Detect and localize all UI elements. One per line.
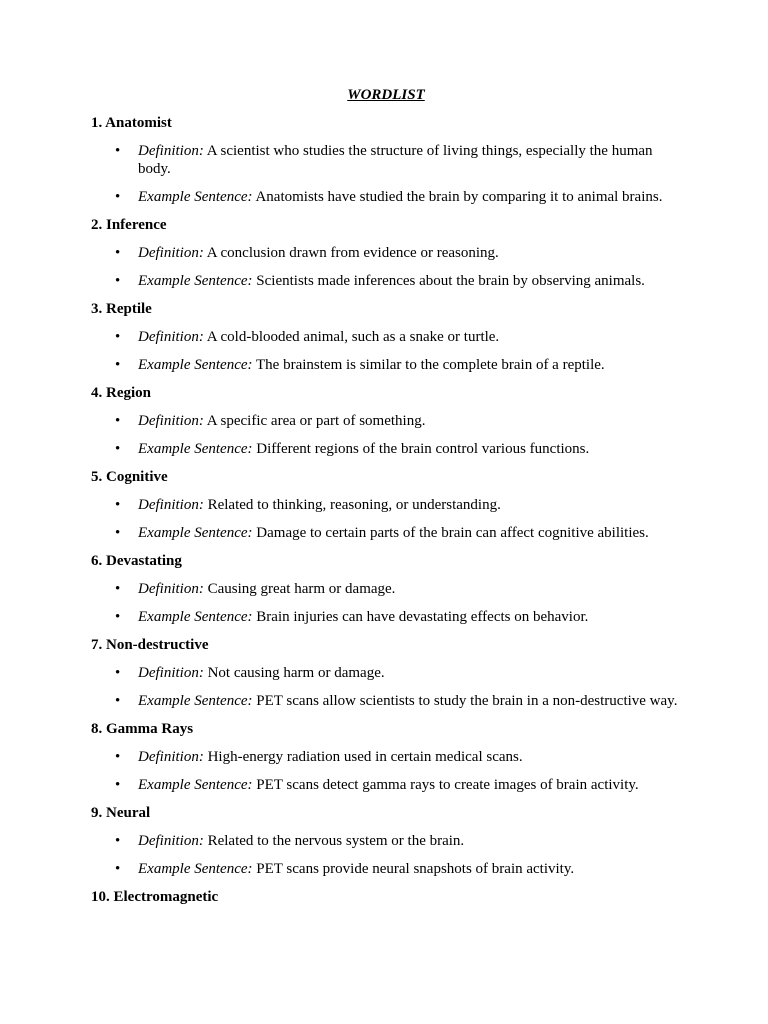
bullet-icon: • (115, 609, 121, 625)
term-details (91, 748, 681, 794)
bullet-icon: • (115, 273, 121, 289)
definition-text: High-energy radiation used in certain medical scans. (207, 749, 523, 765)
example-label: Example Sentence: (138, 189, 253, 205)
example-item (91, 608, 681, 626)
bullet-icon: • (115, 861, 121, 877)
bullet-icon: • (115, 497, 121, 513)
definition-label: Definition: (138, 833, 204, 849)
example-item (91, 524, 681, 542)
term-heading: 2. Inference (91, 217, 167, 233)
term-heading: 1. Anatomist (91, 115, 172, 131)
example-label: Example Sentence: (138, 441, 253, 457)
example-label: Example Sentence: (138, 273, 253, 289)
definition-item (91, 244, 681, 262)
example-text: Anatomists have studied the brain by comparing it to animal brains. (255, 189, 663, 205)
example-text: PET scans detect gamma rays to create images of brain activity. (256, 777, 639, 793)
definition-item (91, 328, 681, 346)
example-label: Example Sentence: (138, 777, 253, 793)
bullet-icon: • (115, 833, 121, 849)
definition-label: Definition: (138, 143, 204, 159)
term-details (91, 142, 681, 206)
definition-text: A cold-blooded animal, such as a snake or turtle. (206, 329, 500, 345)
term-heading: 5. Cognitive (91, 469, 168, 485)
document-page (91, 86, 681, 916)
wordlist-entry-anatomist (91, 114, 681, 206)
bullet-icon: • (115, 749, 121, 765)
term-heading: 9. Neural (91, 805, 151, 821)
bullet-icon: • (115, 329, 121, 345)
bullet-icon: • (115, 581, 121, 597)
definition-item (91, 142, 681, 178)
bullet-icon: • (115, 245, 121, 261)
document-title: WORDLIST (347, 87, 425, 103)
term-heading: 6. Devastating (91, 553, 182, 569)
term-details (91, 832, 681, 878)
term-heading: 10. Electromagnetic (91, 889, 219, 905)
example-item (91, 692, 681, 710)
wordlist-entry-electromagnetic (91, 888, 681, 906)
bullet-icon: • (115, 441, 121, 457)
definition-item (91, 748, 681, 766)
definition-item (91, 832, 681, 850)
example-item (91, 188, 681, 206)
definition-text: Not causing harm or damage. (207, 665, 385, 681)
definition-item (91, 664, 681, 682)
example-label: Example Sentence: (138, 609, 253, 625)
example-item (91, 440, 681, 458)
definition-text: Related to thinking, reasoning, or understanding. (207, 497, 501, 513)
example-label: Example Sentence: (138, 861, 253, 877)
example-item (91, 776, 681, 794)
example-label: Example Sentence: (138, 693, 253, 709)
definition-item (91, 580, 681, 598)
bullet-icon: • (115, 525, 121, 541)
wordlist-entry-devastating (91, 552, 681, 626)
definition-text: A specific area or part of something. (206, 413, 426, 429)
bullet-icon: • (115, 413, 121, 429)
example-text: Brain injuries can have devastating effects on behavior. (256, 609, 589, 625)
definition-text: Causing great harm or damage. (207, 581, 396, 597)
term-heading: 4. Region (91, 385, 151, 401)
definition-text: A scientist who studies the structure of living things, especially the human body. (138, 143, 653, 177)
example-label: Example Sentence: (138, 357, 253, 373)
wordlist-entry-inference (91, 216, 681, 290)
term-heading: 7. Non-destructive (91, 637, 209, 653)
example-item (91, 272, 681, 290)
example-text: PET scans provide neural snapshots of brain activity. (256, 861, 575, 877)
example-text: Scientists made inferences about the brain by observing animals. (256, 273, 645, 289)
example-item (91, 860, 681, 878)
wordlist-entry-reptile (91, 300, 681, 374)
bullet-icon: • (115, 143, 121, 159)
example-label: Example Sentence: (138, 525, 253, 541)
definition-label: Definition: (138, 749, 204, 765)
definition-label: Definition: (138, 497, 204, 513)
wordlist-entry-gamma-rays (91, 720, 681, 794)
bullet-icon: • (115, 777, 121, 793)
example-text: Damage to certain parts of the brain can affect cognitive abilities. (256, 525, 649, 541)
bullet-icon: • (115, 189, 121, 205)
example-text: Different regions of the brain control various functions. (256, 441, 590, 457)
wordlist-entry-region (91, 384, 681, 458)
definition-label: Definition: (138, 581, 204, 597)
definition-label: Definition: (138, 665, 204, 681)
definition-label: Definition: (138, 329, 204, 345)
example-text: The brainstem is similar to the complete brain of a reptile. (256, 357, 605, 373)
term-details (91, 328, 681, 374)
example-item (91, 356, 681, 374)
example-text: PET scans allow scientists to study the brain in a non-destructive way. (256, 693, 678, 709)
term-details (91, 244, 681, 290)
wordlist-entry-neural (91, 804, 681, 878)
term-heading: 8. Gamma Rays (91, 721, 194, 737)
definition-item (91, 412, 681, 430)
bullet-icon: • (115, 693, 121, 709)
wordlist-entry-non-destructive (91, 636, 681, 710)
term-heading: 3. Reptile (91, 301, 152, 317)
term-details (91, 580, 681, 626)
bullet-icon: • (115, 357, 121, 373)
term-details (91, 664, 681, 710)
term-details (91, 496, 681, 542)
bullet-icon: • (115, 665, 121, 681)
definition-text: Related to the nervous system or the brain. (207, 833, 465, 849)
definition-label: Definition: (138, 245, 204, 261)
definition-text: A conclusion drawn from evidence or reasoning. (206, 245, 499, 261)
definition-item (91, 496, 681, 514)
term-details (91, 412, 681, 458)
definition-label: Definition: (138, 413, 204, 429)
wordlist-entry-cognitive (91, 468, 681, 542)
